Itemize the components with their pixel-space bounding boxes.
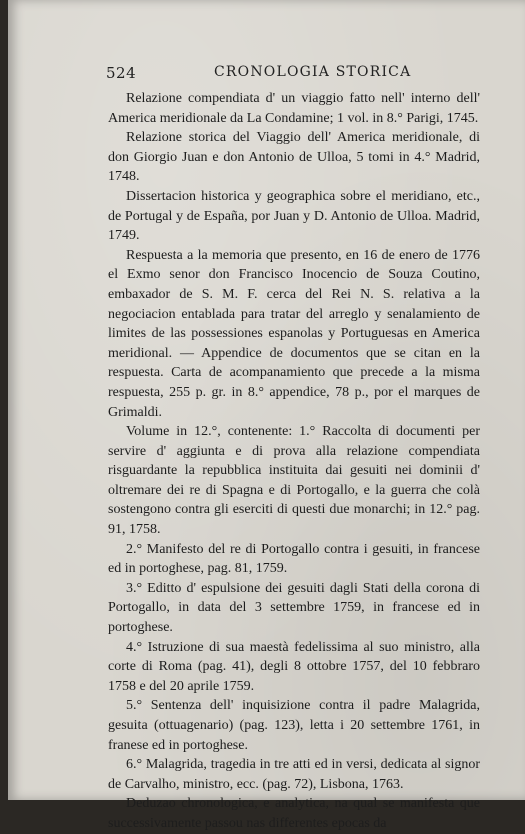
- page-number: 524: [106, 64, 137, 82]
- bibliography-entry: 3.° Editto d' espulsione dei gesuiti dagli Stati della corona di Portogallo, in data del 3 settembre 1759, in francese ed in portoghese.: [108, 580, 480, 636]
- bibliography-entry: 6.° Malagrida, tragedia in tre atti ed in versi, dedicata al signor de Carvalho, ministro, ecc. (pag. 72), Lisbona, 1763.: [108, 757, 480, 792]
- running-title: CRONOLOGIA STORICA: [214, 64, 412, 80]
- bibliography-entry: 2.° Manifesto del re di Portogallo contra i gesuiti, in francese ed in portoghese, pag. 81, 1759.: [108, 541, 480, 577]
- bibliography-entry: Respuesta a la memoria que presento, en 16 de enero de 1776 el Exmo senor don Francisco Inocencio de Souza Coutino, embaxador de S. M. F. cerca del Rei N. S. relativa a la negociacion entablada para tratar del arreglo y senalamiento de limites de las possessiones espanolas y Portuguesas en America meridional. — Appendice de documentos que se citan en la respuesta. Carta de acompanamiento que precede a la misma respuesta, 255 p. gr. in 8.° appendice, 78 p., por el marques de Grimaldi.: [108, 247, 480, 420]
- page-header: [106, 64, 478, 84]
- book-page: [8, 0, 525, 831]
- bibliography-entry: Deduzao chronologica, e analytica, na qual se manifesta que successivamente passou nas differentes epocas da: [108, 796, 480, 831]
- page-body: [108, 89, 480, 834]
- bibliography-entry: 5.° Sentenza dell' inquisizione contra il padre Malagrida, gesuita (ottuagenario) (pag. 123), letta i 20 settembre 1761, in franese ed in portoghese.: [108, 698, 480, 753]
- bibliography-entry: Relazione storica del Viaggio dell' America meridionale, di don Giorgio Juan e don Antonio de Ulloa, 5 tomi in 4.° Madrid, 1748.: [108, 130, 480, 185]
- bibliography-entry: Relazione compendiata d' un viaggio fatto nell' interno dell' America meridionale da La Condamine; 1 vol. in 8.° Parigi, 1745.: [108, 91, 480, 126]
- bibliography-entry: 4.° Istruzione di sua maestà fedelissima al suo ministro, alla corte di Roma (pag. 41), degli 8 ottobre 1757, del 10 febbraro 1758 e del 20 aprile 1759.: [108, 639, 480, 694]
- bibliography-entry: Volume in 12.°, contenente: 1.° Raccolta di documenti per servire d' aggiunta e di prova alla relazione compendiata risguardante la repubblica instituita dai gesuiti nei dominii d' oltremare dei re di Spagna e di Portogallo, e la guerra che colà sostengono contra gli eserciti di questi due monarchi; in 12.° pag. 91, 1758.: [108, 424, 480, 538]
- bibliography-entry: Dissertacion historica y geographica sobre el meridiano, etc., de Portugal y de España, por Juan y D. Antonio de Ulloa. Madrid, 1749.: [108, 188, 480, 244]
